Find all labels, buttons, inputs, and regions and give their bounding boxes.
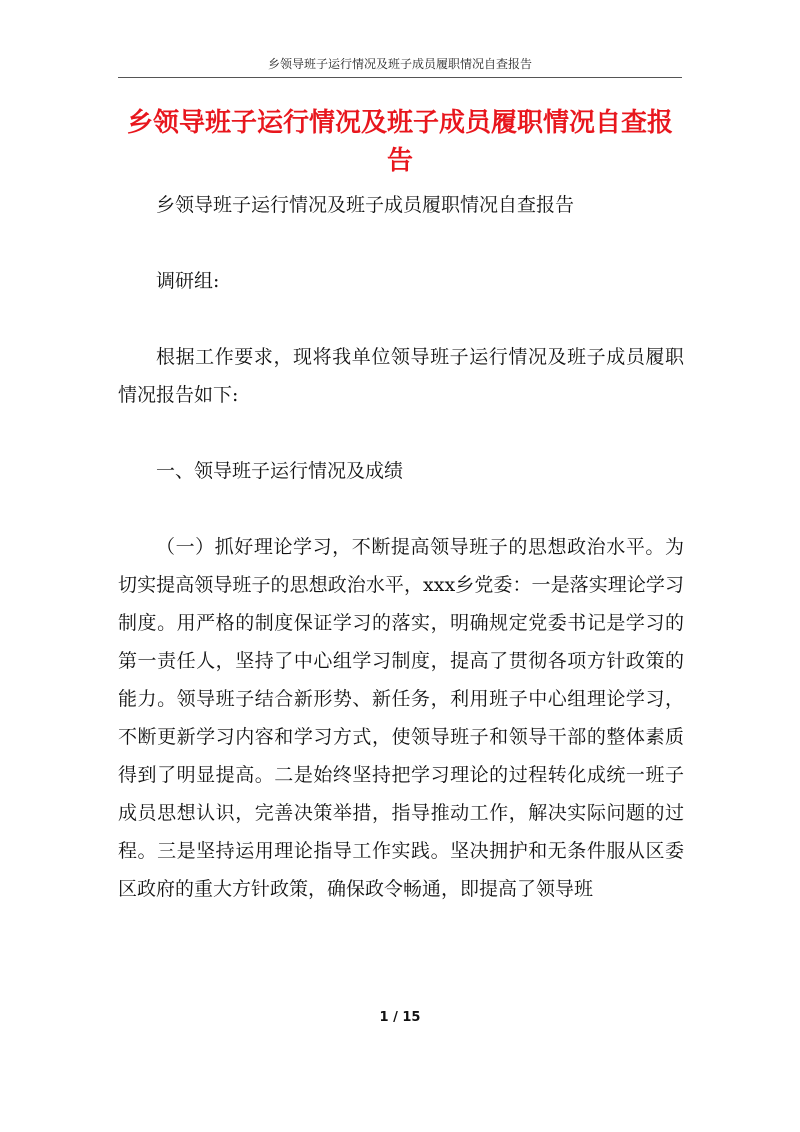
subtitle-paragraph: 乡领导班子运行情况及班子成员履职情况自查报告 bbox=[156, 194, 575, 216]
paragraph-spacer bbox=[118, 224, 684, 262]
paragraph-spacer bbox=[118, 414, 684, 452]
body-paragraph: （一）抓好理论学习，不断提高领导班子的思想政治水平。为切实提高领导班子的思想政治水平，xxx乡党委：一是落实理论学习制度。用严格的制度保证学习的落实，明确规定党委书记是学习的第一责任人，坚持了中心组学习制度，提高了贯彻各项方针政策的能力。领导班子结合新形势、新任务，利用班子中心组理论学习，不断更新学习内容和学习方式，使领导班子和领导干部的整体素质得到了明显提高。二是始终坚持把学习理论的过程转化成统一班子成员思想认识，完善决策举措，指导推动工作，解决实际问题的过程。三是坚持运用理论指导工作实践。坚决拥护和无条件服从区委区政府的重大方针政策，确保政令畅通，即提高了领导班 bbox=[118, 536, 684, 900]
document-title: 乡领导班子运行情况及班子成员履职情况自查报告 bbox=[126, 108, 673, 176]
document-body bbox=[118, 186, 684, 908]
paragraph-spacer bbox=[118, 490, 684, 528]
running-header: 乡领导班子运行情况及班子成员履职情况自查报告 bbox=[267, 57, 532, 71]
section-heading: 一、领导班子运行情况及成绩 bbox=[156, 460, 404, 482]
salutation-paragraph: 调研组: bbox=[156, 270, 220, 292]
intro-paragraph: 根据工作要求，现将我单位领导班子运行情况及班子成员履职情况报告如下: bbox=[118, 346, 684, 406]
page-number: 1 / 15 bbox=[379, 1010, 421, 1025]
header-divider bbox=[118, 77, 682, 78]
paragraph-spacer bbox=[118, 300, 684, 338]
